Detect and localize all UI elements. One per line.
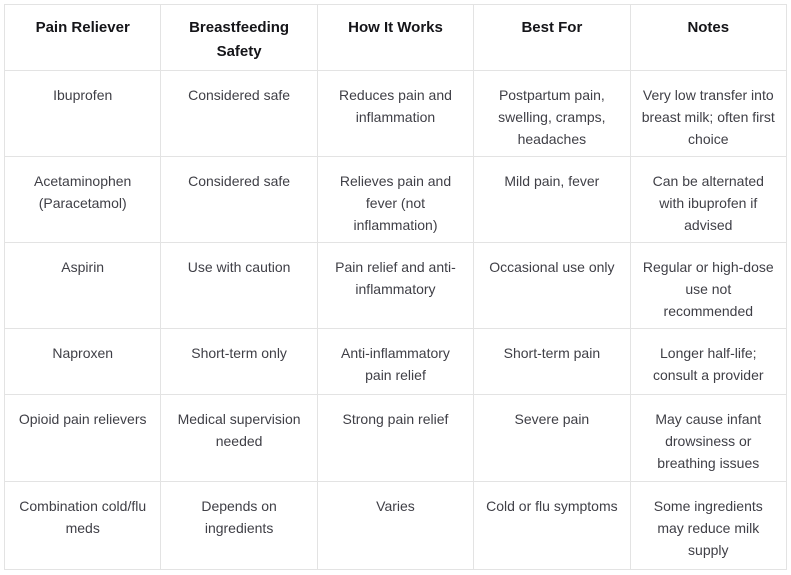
table-cell: Varies <box>317 482 473 570</box>
table-header-row <box>5 5 787 71</box>
table-cell: May cause infant drowsiness or breathing issues <box>630 395 786 482</box>
table-cell: Strong pain relief <box>317 395 473 482</box>
table-cell: Very low transfer into breast milk; often first choice <box>630 71 786 157</box>
table-row <box>5 71 787 157</box>
table-cell: Considered safe <box>161 157 317 243</box>
table-cell: Cold or flu symptoms <box>474 482 630 570</box>
table-cell: Combination cold/flu meds <box>5 482 161 570</box>
table-cell: Occasional use only <box>474 243 630 329</box>
column-header-pain-reliever: Pain Reliever <box>5 5 161 71</box>
table-cell: Short-term pain <box>474 329 630 395</box>
table-cell: Naproxen <box>5 329 161 395</box>
column-header-breastfeeding-safety: Breastfeeding Safety <box>161 5 317 71</box>
table-cell: Short-term only <box>161 329 317 395</box>
table-cell: Medical supervision needed <box>161 395 317 482</box>
table-cell: Acetaminophen (Paracetamol) <box>5 157 161 243</box>
table-cell: Reduces pain and inflammation <box>317 71 473 157</box>
table-cell: Anti-inflammatory pain relief <box>317 329 473 395</box>
table-cell: Severe pain <box>474 395 630 482</box>
table-cell: Longer half-life; consult a provider <box>630 329 786 395</box>
table-cell: Regular or high-dose use not recommended <box>630 243 786 329</box>
table-cell: Considered safe <box>161 71 317 157</box>
column-header-how-it-works: How It Works <box>317 5 473 71</box>
table-cell: Relieves pain and fever (not inflammation) <box>317 157 473 243</box>
column-header-best-for: Best For <box>474 5 630 71</box>
table-cell: Use with caution <box>161 243 317 329</box>
table-cell: Mild pain, fever <box>474 157 630 243</box>
table-cell: Can be alternated with ibuprofen if advised <box>630 157 786 243</box>
table-cell: Opioid pain relievers <box>5 395 161 482</box>
table-row <box>5 157 787 243</box>
table-cell: Aspirin <box>5 243 161 329</box>
table-cell: Pain relief and anti-inflammatory <box>317 243 473 329</box>
pain-reliever-table <box>4 4 787 570</box>
table-row <box>5 243 787 329</box>
table-cell: Some ingredients may reduce milk supply <box>630 482 786 570</box>
table-row <box>5 482 787 570</box>
column-header-notes: Notes <box>630 5 786 71</box>
table-cell: Depends on ingredients <box>161 482 317 570</box>
table-row <box>5 329 787 395</box>
table-row <box>5 395 787 482</box>
table-cell: Ibuprofen <box>5 71 161 157</box>
table-cell: Postpartum pain, swelling, cramps, headaches <box>474 71 630 157</box>
